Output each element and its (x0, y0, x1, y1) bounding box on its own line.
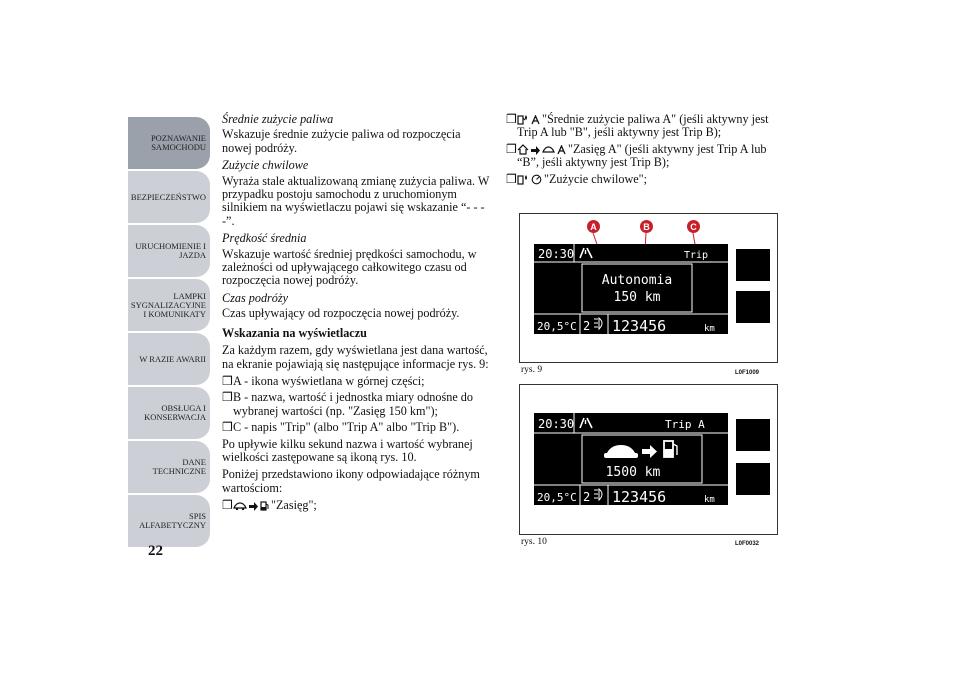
text-avg-speed: Wskazuje wartość średniej prędkości samochodu, w zależności od upływającego całkowitego czasu od rozpoczęcia nowej podróży. (222, 246, 477, 288)
page-number: 22 (148, 543, 163, 559)
text-instant-fuel: Wyraża stale aktualizowaną zmianę zużycia paliwa. W przypadku postoju samochodu z uruchomionym silnikiem na wyświetlaczu pojawi się wskazanie “- - - -”. (222, 173, 490, 228)
range-icon (233, 501, 247, 511)
arrow-icon (531, 146, 540, 155)
lcd-gear: 2 (583, 490, 591, 504)
bullet-mark: ❒ (222, 498, 233, 513)
tab-bezpieczenstwo[interactable]: BEZPIECZEŃSTWO (128, 171, 210, 223)
callout-b: B (640, 220, 653, 233)
bullet-mark: ❒ (506, 171, 517, 186)
bullet-mark: ❒ (222, 390, 233, 405)
bullet-text-range: "Zasięg"; (271, 498, 317, 513)
tab-obsluga-konserwacja[interactable]: OBSŁUGA I KONSERWACJA (128, 387, 210, 439)
lcd-trip-label: Trip A (665, 418, 705, 431)
left-column (222, 113, 492, 516)
text-display-intro: Za każdym razem, gdy wyświetlana jest dana wartość, na ekranie pojawiają się następujące informacje rys. 9: (222, 343, 489, 371)
lcd-line1: Autonomia (601, 273, 673, 288)
trip-a-icon (557, 145, 566, 155)
fuel-pump-icon (664, 441, 677, 457)
lcd-display (534, 244, 728, 334)
list-item (222, 391, 492, 418)
tab-spis-alfabetyczny[interactable]: SPIS ALFABETYCZNY (128, 495, 210, 547)
figure-10 (519, 384, 778, 547)
warning-road-icon (580, 248, 592, 258)
fuel-drop-icon (517, 114, 529, 125)
text-avg-fuel: Wskazuje średnie zużycie paliwa od rozpoczęcia nowej podróży. (222, 127, 461, 155)
bullet-text-b: B - nazwa, wartość i jednostka miary odnośne do wybranej wartości (np. "Zasięg 150 km"); (233, 390, 473, 418)
range-icon (542, 145, 555, 155)
heading-travel-time: Czas podróży (222, 290, 289, 305)
lcd-odometer-unit: km (704, 495, 715, 505)
lcd-odometer: 123456 (612, 317, 667, 334)
fuel-pump-icon (260, 501, 269, 511)
figure-10-caption: rys. 10 (521, 537, 547, 547)
figure-9 (519, 213, 778, 376)
lcd-trip-label: Trip (684, 250, 709, 261)
lcd-side-panel-bottom (736, 463, 770, 495)
warning-road-icon (580, 418, 592, 428)
gauge-icon (531, 174, 542, 185)
bullet-text-c: C - napis "Trip" (albo "Trip A" albo "Trip B"). (233, 420, 460, 435)
list-item (222, 499, 492, 512)
car-icon (604, 445, 638, 458)
bullet-mark: ❒ (506, 112, 517, 126)
lcd-side-panel-top (736, 419, 770, 451)
tab-lampki-sygnalizacyjne[interactable]: LAMPKI SYGNALIZACYJNE I KOMUNIKATY (128, 279, 210, 331)
lcd-time: 20:30 (538, 247, 575, 261)
list-item (506, 173, 778, 186)
bullet-mark: ❒ (222, 373, 233, 388)
right-item-range-a: "Zasięg A" (jeśli aktywny jest Trip A lub “B”, jeśli aktywny jest Trip B); (517, 141, 767, 170)
text-icon-replace: Po upływie kilku sekund nazwa i wartość wybranej wielkości zastępowane są ikoną rys. 10. (222, 436, 473, 464)
list-item (506, 113, 778, 140)
lcd-odometer-unit: km (704, 324, 715, 334)
chapter-sidebar (128, 117, 210, 549)
heading-display-indications: Wskazania na wyświetlaczu (222, 325, 367, 340)
trip-a-icon (531, 115, 540, 125)
lcd-display (534, 413, 728, 505)
lcd-temperature: 20,5°C (537, 320, 577, 333)
lcd-side-panel-top (736, 249, 770, 281)
bullet-mark: ❒ (222, 420, 233, 435)
heading-avg-fuel: Średnie zużycie paliwa (222, 112, 334, 126)
heading-instant-fuel: Zużycie chwilowe (222, 158, 309, 173)
lcd-side-panel-bottom (736, 291, 770, 323)
figure-9-caption: rys. 9 (521, 365, 543, 375)
list-item (222, 421, 492, 434)
headlight-icon (594, 318, 602, 329)
text-icons-intro: Poniżej przedstawiono ikony odpowiadające różnym wartościom: (222, 467, 480, 495)
bullet-text-a: A - ikona wyświetlana w górnej części; (233, 373, 425, 388)
list-item (222, 375, 492, 388)
lcd-gear: 2 (583, 319, 591, 333)
tab-poznawanie-samochodu[interactable]: POZNAWANIE SAMOCHODU (128, 117, 210, 169)
right-column (506, 113, 778, 189)
callout-c: C (687, 220, 700, 233)
tab-uruchomienie-jazda[interactable]: URUCHOMIENIE I JAZDA (128, 225, 210, 277)
lcd-range-value: 1500 km (605, 465, 661, 480)
bullet-mark: ❒ (506, 141, 517, 156)
figure-9-code: L0F1009 (735, 370, 760, 376)
figure-10-code: L0F0032 (735, 541, 760, 547)
right-item-instant-fuel: "Zużycie chwilowe"; (544, 171, 648, 186)
headlight-icon (594, 489, 602, 500)
lcd-line2: 150 km (613, 290, 661, 305)
lcd-temperature: 20,5°C (537, 491, 577, 504)
tab-dane-techniczne[interactable]: DANE TECHNICZNE (128, 441, 210, 493)
tab-w-razie-awarii[interactable]: W RAZIE AWARII (128, 333, 210, 385)
lcd-odometer: 123456 (612, 488, 667, 505)
right-item-avg-fuel-a: "Średnie zużycie paliwa A" (jeśli aktywny jest Trip A lub "B", jeśli aktywny jest Trip B); (517, 112, 769, 140)
arrow-icon (642, 445, 657, 458)
heading-avg-speed: Prędkość średnia (222, 231, 307, 246)
list-item (506, 143, 778, 170)
home-icon (517, 144, 529, 155)
lcd-time: 20:30 (538, 417, 575, 431)
text-travel-time: Czas upływający od rozpoczęcia nowej podróży. (222, 306, 460, 321)
callout-a: A (587, 220, 600, 233)
arrow-icon (249, 502, 258, 511)
fuel-drop-icon (517, 174, 529, 185)
